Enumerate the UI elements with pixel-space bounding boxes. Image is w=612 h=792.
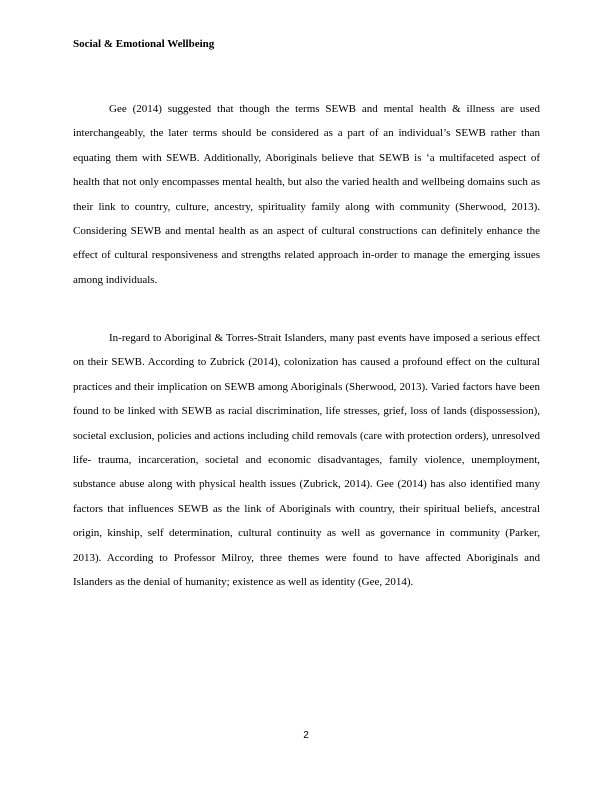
body-paragraph: In-regard to Aboriginal & Torres-Strait Islanders, many past events have imposed a serious effect on their SEWB. According to Zubrick (2014), colonization has caused a profound effect on the cultural practices and their implication on SEWB among Aboriginals (Sherwood, 2013). Varied factors have been found to be linked with SEWB as racial discrimination, life stresses, grief, loss of lands (dispossession), societal exclusion, policies and actions including child removals (care with protection orders), unresolved life- trauma, incarceration, societal and economic disadvantages, family violence, unemployment, substance abuse along with physical health issues (Zubrick, 2014). Gee (2014) has also identified many factors that influences SEWB as the link of Aboriginals with country, their spiritual beliefs, ancestral origin, kinship, self determination, cultural continuity as well as governance in community (Parker, 2013). According to Professor Milroy, three themes were found to have affected Aboriginals and Islanders as the denial of humanity; existence as well as identity (Gee, 2014).	[73, 332, 540, 589]
page-number: 2	[303, 730, 309, 741]
body-paragraph: Gee (2014) suggested that though the terms SEWB and mental health & illness are used interchangeably, the later terms should be considered as a part of an individual’s SEWB rather than equating them with SEWB. Additionally, Aboriginals believe that SEWB is ‘a multifaceted aspect of health that not only encompasses mental health, but also the varied health and wellbeing domains such as their link to country, culture, ancestry, spirituality family along with community (Sherwood, 2013). Considering SEWB and mental health as an aspect of cultural constructions can definitely enhance the effect of cultural responsiveness and strengths related approach in-order to manage the emerging issues among individuals.	[73, 103, 540, 286]
running-header: Social & Emotional Wellbeing	[73, 38, 215, 50]
